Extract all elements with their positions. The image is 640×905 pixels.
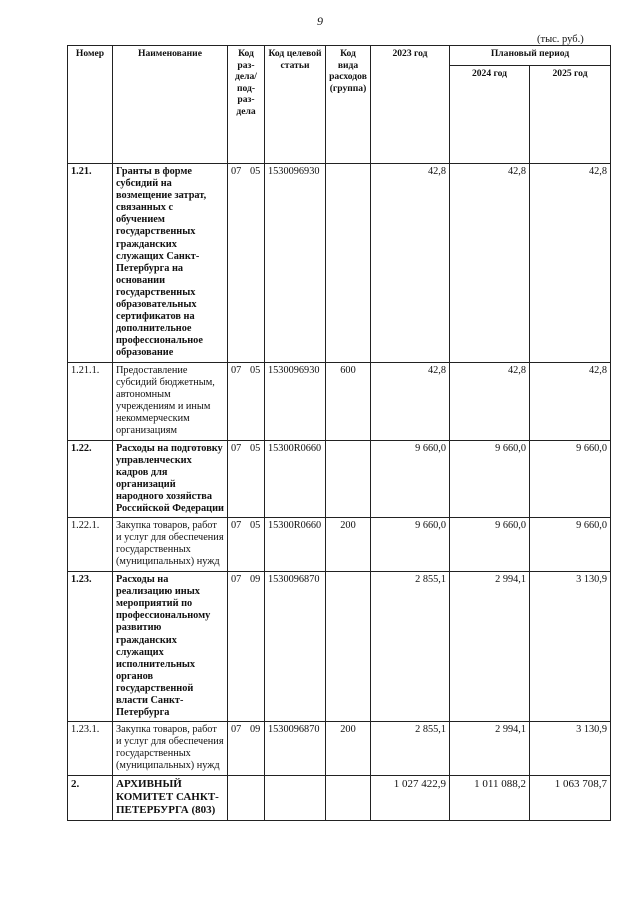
- row-number: 2.: [68, 776, 113, 821]
- row-target: 1530096930: [265, 362, 326, 440]
- header-2024: 2024 год: [450, 66, 530, 164]
- page-number: 9: [317, 14, 323, 28]
- row-target: 1530096930: [265, 164, 326, 363]
- row-number: 1.23.: [68, 572, 113, 722]
- subsection-code: 05: [250, 364, 261, 376]
- row-number: 1.22.: [68, 440, 113, 518]
- table-row: [68, 440, 611, 518]
- row-2025: 42,8: [530, 164, 611, 363]
- table-row: [68, 722, 611, 776]
- section-code: 07: [231, 724, 242, 736]
- row-name: Закупка товаров, работ и услуг для обеспечения государственных (муниципальных) нужд: [113, 518, 228, 572]
- subsection-code: 09: [250, 724, 261, 736]
- row-2025: 3 130,9: [530, 572, 611, 722]
- table-row: [68, 518, 611, 572]
- row-2023: 2 855,1: [371, 572, 450, 722]
- row-target: 15300R0660: [265, 518, 326, 572]
- units-label: (тыс. руб.): [537, 34, 584, 45]
- table-row: [68, 362, 611, 440]
- row-section: [228, 572, 265, 722]
- subsection-code: 09: [250, 574, 261, 586]
- row-expense-type: 200: [326, 518, 371, 572]
- row-section: [228, 776, 265, 821]
- row-section: [228, 164, 265, 363]
- row-expense-type: [326, 572, 371, 722]
- row-section: [228, 440, 265, 518]
- row-number: 1.21.1.: [68, 362, 113, 440]
- row-2023: 42,8: [371, 164, 450, 363]
- section-code: 07: [231, 166, 242, 177]
- subsection-code: 05: [250, 166, 261, 177]
- row-target: 1530096870: [265, 572, 326, 722]
- section-code: 07: [231, 574, 242, 586]
- row-2025: 9 660,0: [530, 518, 611, 572]
- row-expense-type: [326, 776, 371, 821]
- row-2024: 42,8: [450, 362, 530, 440]
- row-2024: 1 011 088,2: [450, 776, 530, 821]
- row-number: 1.22.1.: [68, 518, 113, 572]
- row-2024: 9 660,0: [450, 518, 530, 572]
- row-expense-type: 600: [326, 362, 371, 440]
- row-target: 15300R0660: [265, 440, 326, 518]
- header-2023: 2023 год: [371, 46, 450, 164]
- table-row: [68, 776, 611, 821]
- section-code: 07: [231, 442, 242, 454]
- row-2024: 9 660,0: [450, 440, 530, 518]
- header-planned-period: Плановый период: [450, 46, 611, 66]
- row-section: [228, 362, 265, 440]
- subsection-code: 05: [250, 520, 261, 532]
- row-target: [265, 776, 326, 821]
- header-expense-type: Код вида расходов (группа): [326, 46, 371, 164]
- row-name: Предоставление субсидий бюджетным, автономным учреждениям и иным некоммерческим организациям: [113, 362, 228, 440]
- row-2025: 9 660,0: [530, 440, 611, 518]
- row-section: [228, 518, 265, 572]
- row-2024: 2 994,1: [450, 572, 530, 722]
- header-2025: 2025 год: [530, 66, 611, 164]
- row-expense-type: [326, 164, 371, 363]
- row-2023: 42,8: [371, 362, 450, 440]
- row-2025: 42,8: [530, 362, 611, 440]
- row-number: 1.21.: [68, 164, 113, 363]
- row-name: Расходы на реализацию иных мероприятий по профессиональному развитию гражданских служащих исполнительных органов государственной власти Санкт-Петербурга: [113, 572, 228, 722]
- header-name: Наименование: [113, 46, 228, 164]
- row-expense-type: [326, 440, 371, 518]
- row-name: Расходы на подготовку управленческих кадров для организаций народного хозяйства Российской Федерации: [113, 440, 228, 518]
- row-expense-type: 200: [326, 722, 371, 776]
- section-code: 07: [231, 364, 242, 376]
- subsection-code: 05: [250, 442, 261, 454]
- table-row: [68, 572, 611, 722]
- row-2024: 2 994,1: [450, 722, 530, 776]
- row-2025: 3 130,9: [530, 722, 611, 776]
- row-2023: 2 855,1: [371, 722, 450, 776]
- row-section: [228, 722, 265, 776]
- row-name: АРХИВНЫЙ КОМИТЕТ САНКТ-ПЕТЕРБУРГА (803): [113, 776, 228, 821]
- section-code: 07: [231, 520, 242, 532]
- budget-table: [67, 45, 611, 821]
- row-2023: 1 027 422,9: [371, 776, 450, 821]
- row-target: 1530096870: [265, 722, 326, 776]
- row-name: Закупка товаров, работ и услуг для обеспечения государственных (муниципальных) нужд: [113, 722, 228, 776]
- row-2024: 42,8: [450, 164, 530, 363]
- table-row: [68, 164, 611, 363]
- row-2023: 9 660,0: [371, 440, 450, 518]
- row-name: Гранты в форме субсидий на возмещение затрат, связанных с обучением государственных гражданских служащих Санкт-Петербурга на основании государственных образовательных сертификатов на дополнительное профессиональное образование: [113, 164, 228, 363]
- row-2023: 9 660,0: [371, 518, 450, 572]
- header-number: Номер: [68, 46, 113, 164]
- row-2025: 1 063 708,7: [530, 776, 611, 821]
- row-number: 1.23.1.: [68, 722, 113, 776]
- header-target: Код целевой статьи: [265, 46, 326, 164]
- header-section: Код раз-дела/под-раз-дела: [228, 46, 265, 164]
